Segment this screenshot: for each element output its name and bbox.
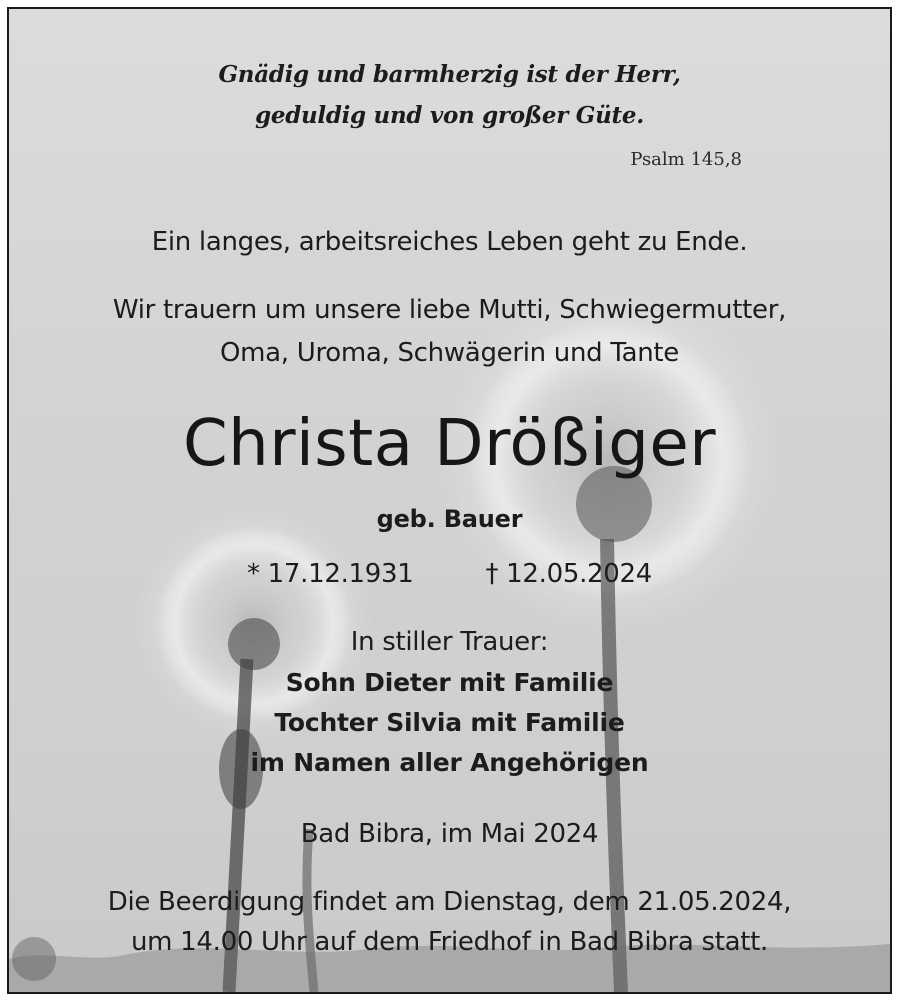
maiden-name: geb. Bauer — [376, 505, 523, 533]
place-and-date: Bad Bibra, im Mai 2024 — [300, 819, 599, 849]
life-dates — [9, 559, 890, 589]
mourner-line-1: Sohn Dieter mit Familie — [285, 668, 614, 697]
mourners-heading: In stiller Trauer: — [350, 627, 549, 657]
mourner-line-3: im Namen aller Angehörigen — [250, 748, 649, 777]
birth-date: * 17.12.1931 — [247, 559, 414, 589]
funeral-line-2: um 14.00 Uhr auf dem Friedhof in Bad Bibra statt. — [130, 927, 768, 957]
intro-text: Ein langes, arbeitsreiches Leben geht zu Ende. — [151, 227, 748, 257]
verse-source: Psalm 145,8 — [630, 149, 742, 170]
verse-line-1: Gnädig und barmherzig ist der Herr, — [218, 61, 681, 88]
mourning-line-2: Oma, Uroma, Schwägerin und Tante — [219, 338, 680, 368]
deceased-name: Christa Drößiger — [182, 407, 717, 481]
death-date: † 12.05.2024 — [485, 559, 652, 589]
mourning-line-1: Wir trauern um unsere liebe Mutti, Schwiegermutter, — [112, 295, 787, 325]
verse-line-2: geduldig und von großer Güte. — [255, 102, 644, 129]
obituary-notice — [7, 7, 892, 994]
mourner-line-2: Tochter Silvia mit Familie — [274, 708, 625, 737]
funeral-line-1: Die Beerdigung findet am Dienstag, dem 21.05.2024, — [107, 887, 792, 917]
